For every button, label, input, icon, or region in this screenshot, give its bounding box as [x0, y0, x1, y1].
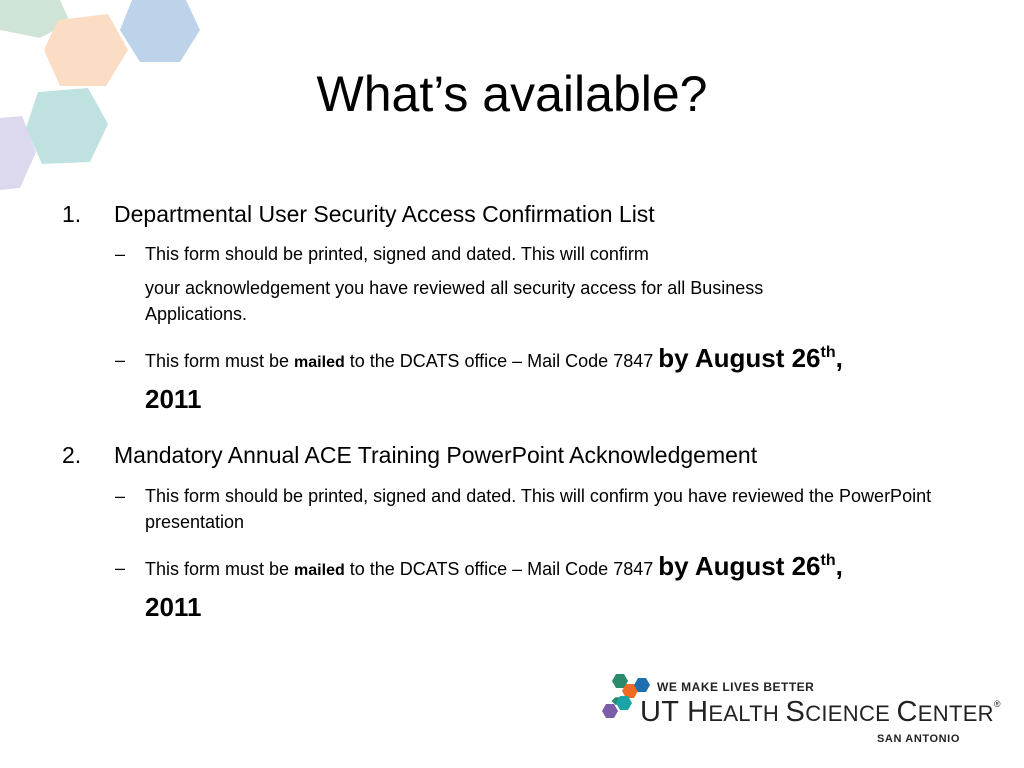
wordmark-part: ENTER: [917, 701, 994, 726]
slide-title: What’s available?: [316, 66, 708, 122]
sub-item-line: This form should be printed, signed and dated. This will confirm: [145, 244, 649, 264]
wordmark-part: CIENCE: [805, 701, 897, 726]
dash-bullet: –: [115, 350, 126, 370]
comma: ,: [835, 551, 843, 581]
deadline-year: 2011: [145, 384, 202, 414]
text-span: to the DCATS office – Mail Code 7847: [344, 559, 659, 579]
dash-bullet: –: [115, 244, 126, 264]
deadline-text: [658, 551, 843, 581]
text-span: This form must be: [145, 559, 295, 579]
list-heading: Mandatory Annual ACE Training PowerPoint Acknowledgement: [114, 442, 758, 468]
logo-hex-teal: [616, 696, 632, 710]
sub-item-line: your acknowledgement you have reviewed all security access for all Business Applications.: [145, 278, 764, 324]
deadline-item: [145, 340, 965, 376]
deadline-year: 2011: [145, 592, 202, 622]
deadline-date: by August 26: [658, 343, 821, 373]
sub-item-text: [145, 241, 965, 327]
wordmark-part: S: [785, 696, 806, 728]
wordmark-part: C: [896, 696, 918, 728]
list-number: 1.: [62, 201, 82, 227]
deadline-date: by August 26: [658, 551, 821, 581]
hexagon-blue: [120, 0, 200, 62]
deadline-item: [145, 548, 965, 584]
comma: ,: [835, 343, 843, 373]
ordinal-suffix: th: [820, 344, 836, 361]
wordmark-part: EALTH: [708, 701, 786, 726]
dash-bullet: –: [115, 558, 126, 578]
dash-bullet: –: [115, 486, 126, 506]
text-span: This form must be: [145, 351, 295, 371]
emphasis-text: mailed: [294, 562, 345, 579]
emphasis-text: mailed: [294, 354, 345, 371]
list-heading: Departmental User Security Access Confirmation List: [114, 201, 655, 227]
text-span: to the DCATS office – Mail Code 7847: [344, 351, 659, 371]
wordmark-part: UT H: [640, 696, 709, 728]
ordinal-suffix: th: [820, 552, 836, 569]
logo-location: SAN ANTONIO: [877, 733, 960, 745]
logo-tagline: WE MAKE LIVES BETTER: [657, 680, 815, 694]
logo-hex-purple: [602, 704, 618, 718]
list-number: 2.: [62, 442, 82, 468]
registered-mark: ®: [993, 699, 1001, 709]
deadline-text: [658, 343, 843, 373]
sub-item-text: This form should be printed, signed and dated. This will confirm you have reviewed the PowerPoint presentation: [145, 486, 932, 532]
logo-wordmark: [640, 696, 1001, 729]
